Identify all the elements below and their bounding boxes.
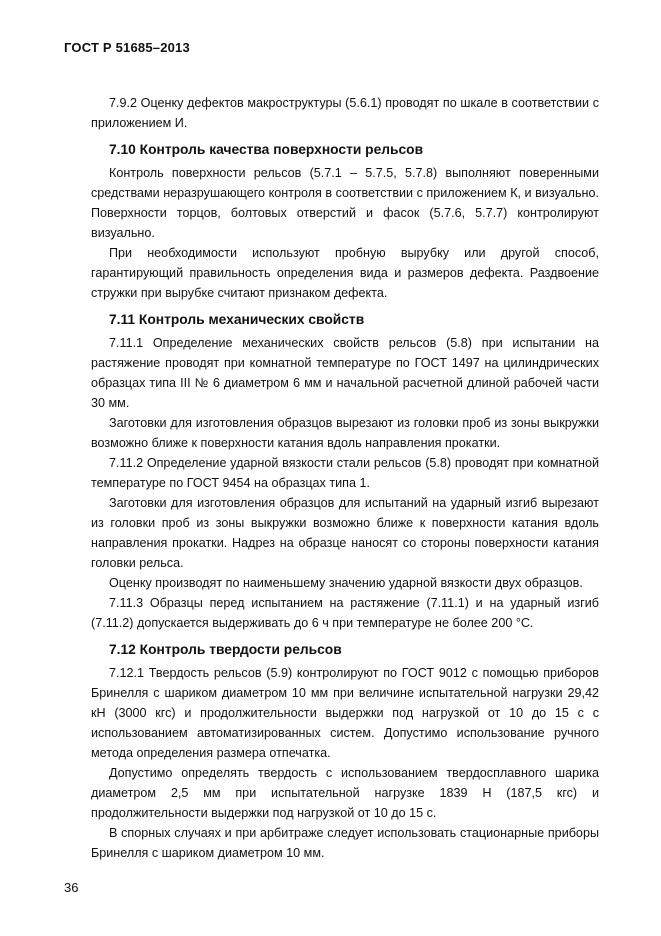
paragraph-7-12-1: 7.12.1 Твердость рельсов (5.9) контролируют по ГОСТ 9012 с помощью приборов Бринелля с шариком диаметром 10 мм при величине испытательной нагрузки 29,42 кН (3000 кгс) и продолжительности выдержки под нагрузкой от 10 до 15 с с использованием автоматизированных систем. Допустимо использование ручного метода определения размера отпечатка. — [91, 666, 599, 760]
section-heading-7-12: 7.12 Контроль твердости рельсов — [109, 642, 342, 657]
paragraph: Допустимо определять твердость с использованием твердосплавного шарика диаметром 2,5 мм при испытательной нагрузке 1839 Н (187,5 кгс) и продолжительности выдержки под нагрузкой от 10 до 15 с. — [91, 766, 599, 820]
paragraph-7-11-2: 7.11.2 Определение ударной вязкости стали рельсов (5.8) проводят при комнатной температуре по ГОСТ 9454 на образцах типа 1. — [91, 456, 599, 490]
paragraph: Заготовки для изготовления образцов вырезают из головки проб из зоны выкружки возможно ближе к поверхности катания вдоль направления прокатки. — [91, 416, 599, 450]
section-heading-7-11: 7.11 Контроль механических свойств — [109, 312, 365, 327]
document-header: ГОСТ Р 51685–2013 — [64, 40, 190, 55]
paragraph: Контроль поверхности рельсов (5.7.1 – 5.7.5, 5.7.8) выполняют поверенными средствами неразрушающего контроля в соответствии с приложением К, и визуально. Поверхности торцов, болтовых отверстий и фасок (5.7.6, 5.7.7) контролируют визуально. — [91, 166, 599, 240]
document-body — [91, 93, 599, 863]
paragraph-7-9-2: 7.9.2 Оценку дефектов макроструктуры (5.6.1) проводят по шкале в соответствии с приложением И. — [91, 96, 599, 130]
page-number: 36 — [64, 880, 79, 895]
paragraph: Оценку производят по наименьшему значению ударной вязкости двух образцов. — [109, 576, 583, 590]
paragraph: В спорных случаях и при арбитраже следует использовать стационарные приборы Бринелля с шариком диаметром 10 мм. — [91, 826, 599, 860]
section-heading-7-10: 7.10 Контроль качества поверхности рельсов — [109, 142, 424, 157]
paragraph-7-11-1: 7.11.1 Определение механических свойств рельсов (5.8) при испытании на растяжение проводят при комнатной температуре по ГОСТ 1497 на цилиндрических образцах типа III № 6 диаметром 6 мм и начальной расчетной длиной рабочей части 30 мм. — [91, 336, 599, 410]
paragraph-7-11-3: 7.11.3 Образцы перед испытанием на растяжение (7.11.1) и на ударный изгиб (7.11.2) допускается выдерживать до 6 ч при температуре не более 200 °С. — [91, 596, 599, 630]
paragraph: При необходимости используют пробную вырубку или другой способ, гарантирующий правильность определения вида и размеров дефекта. Раздвоение стружки при вырубке считают признаком дефекта. — [91, 246, 599, 300]
paragraph: Заготовки для изготовления образцов для испытаний на ударный изгиб вырезают из головки проб из зоны выкружки возможно ближе к поверхности катания вдоль направления прокатки. Надрез на образце наносят со стороны поверхности катания головки рельса. — [91, 496, 599, 570]
